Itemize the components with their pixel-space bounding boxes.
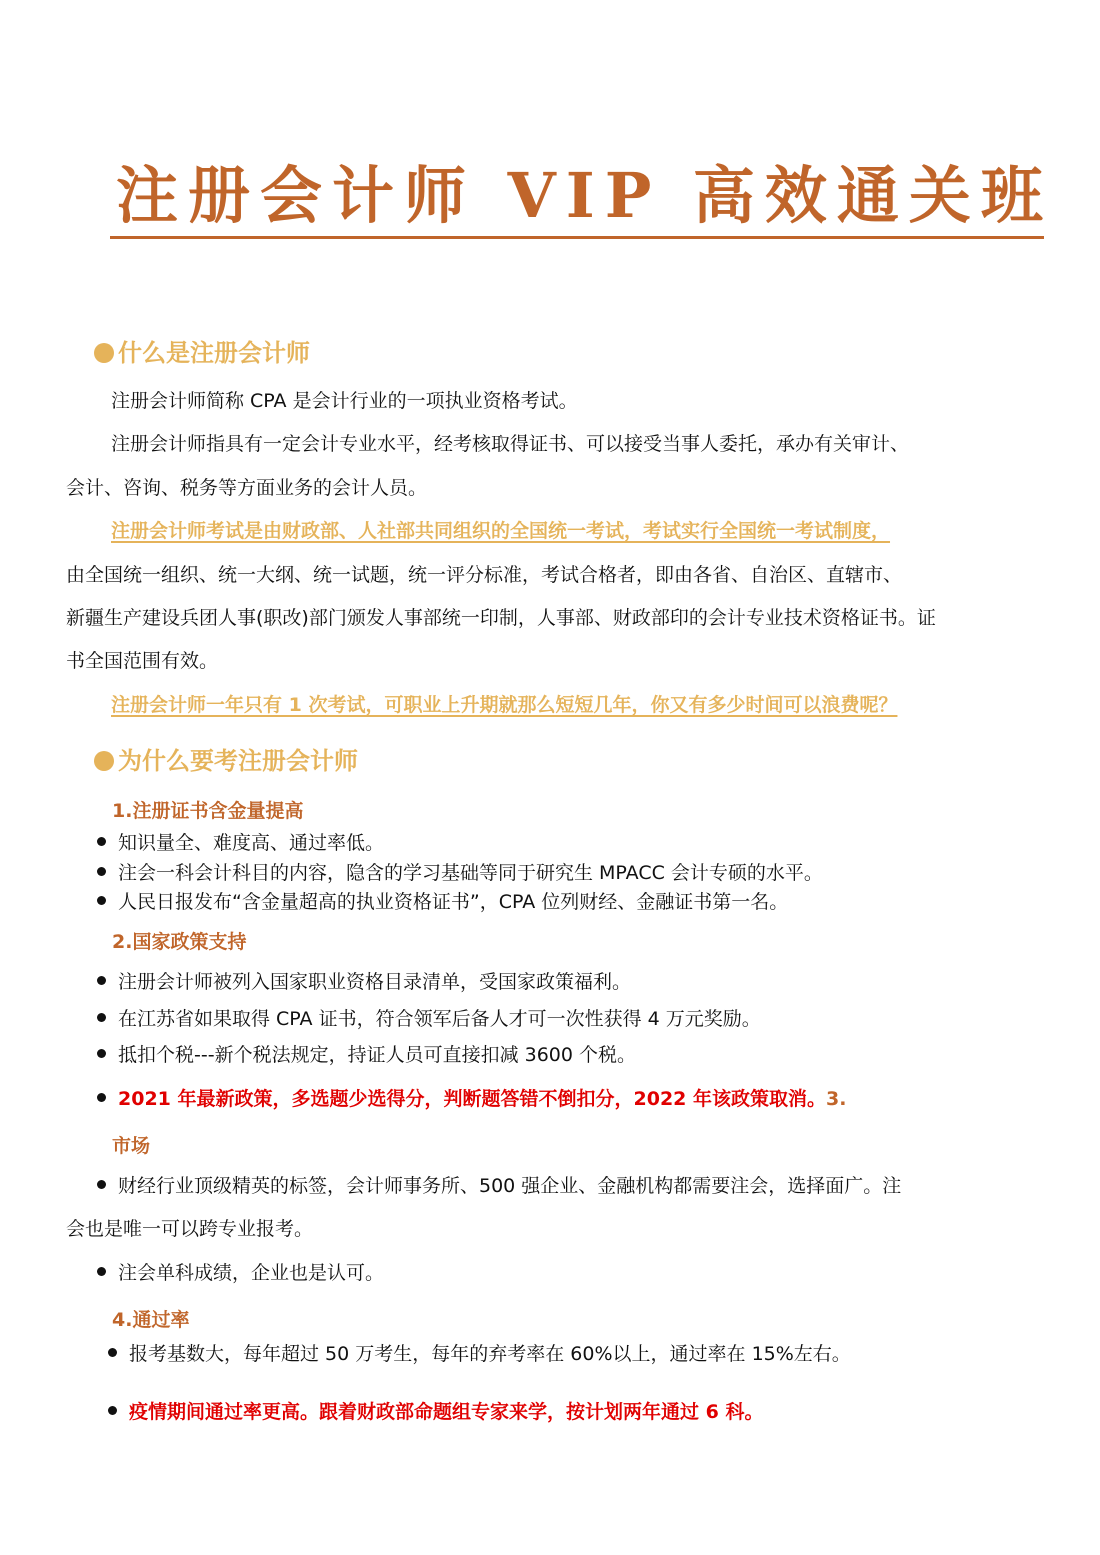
list-item-text: 报考基数大，每年超过 50 万考生，每年的弃考率在 60%以上，通过率在 15%左右。: [129, 1343, 851, 1365]
list-item-text: 财经行业顶级精英的标签，会计师事务所、500 强企业、金融机构都需要注会，选择面广。注: [118, 1175, 902, 1197]
list-item: [97, 1175, 901, 1197]
document-title: 注册会计师 VIP 高效通关班: [116, 159, 1053, 232]
bullet-icon: [97, 1267, 106, 1276]
paragraph: 书全国范围有效。: [66, 650, 219, 672]
section-heading-text: 为什么要考注册会计师: [118, 747, 358, 775]
emphasis-text: 疫情期间通过率更高。跟着财政部命题组专家来学，按计划两年通过 6 科。: [129, 1401, 764, 1423]
bullet-icon: [97, 1093, 106, 1102]
list-item: [97, 1262, 384, 1284]
paragraph: 会计、咨询、税务等方面业务的会计人员。: [66, 477, 428, 499]
bullet-icon: [97, 1049, 106, 1058]
subsection-heading: 4.通过率: [112, 1309, 190, 1331]
subsection-heading: 2.国家政策支持: [112, 931, 247, 953]
list-item-text: 注会一科会计科目的内容，隐含的学习基础等同于研究生 MPACC 会计专硕的水平。: [118, 862, 823, 884]
paragraph: 新疆生产建设兵团人事(职改)部门颁发人事部统一印制，人事部、财政部印的会计专业技术资格证书。证: [66, 607, 936, 629]
bullet-icon: [97, 867, 106, 876]
highlighted-paragraph: 注册会计师考试是由财政部、人社部共同组织的全国统一考试，考试实行全国统一考试制度，: [111, 520, 891, 542]
subsection-heading: 1.注册证书含金量提高: [112, 800, 304, 822]
highlighted-paragraph: 注册会计师一年只有 1 次考试，可职业上升期就那么短短几年，你又有多少时间可以浪费呢？: [111, 694, 898, 716]
bullet-icon: [108, 1348, 117, 1357]
list-item: [108, 1343, 851, 1365]
bullet-icon: [108, 1406, 117, 1415]
list-item: [108, 1401, 763, 1423]
bullet-dot-icon: [94, 751, 114, 771]
paragraph: 注册会计师指具有一定会计专业水平，经考核取得证书、可以接受当事人委托，承办有关审计、: [111, 433, 910, 455]
list-item: [97, 971, 631, 993]
list-item-text: 注册会计师被列入国家职业资格目录清单，受国家政策福利。: [118, 971, 632, 993]
list-item: [97, 1088, 846, 1110]
bullet-icon: [97, 976, 106, 985]
section-heading-why-cpa: [94, 741, 358, 776]
list-item-text: 人民日报发布“含金量超高的执业资格证书”，CPA 位列财经、金融证书第一名。: [118, 891, 789, 913]
list-item-text: 知识量全、难度高、通过率低。: [118, 832, 385, 854]
subsection-heading: 市场: [112, 1135, 151, 1157]
subsection-heading: 3.: [826, 1088, 847, 1110]
bullet-icon: [97, 896, 106, 905]
paragraph: 注册会计师简称 CPA 是会计行业的一项执业资格考试。: [111, 390, 578, 412]
list-item-text: 抵扣个税---新个税法规定，持证人员可直接扣减 3600 个税。: [118, 1044, 637, 1066]
list-item: [97, 1044, 636, 1066]
bullet-icon: [97, 837, 106, 846]
list-item: [97, 862, 823, 884]
emphasis-text: 2021 年最新政策，多选题少选得分，判断题答错不倒扣分，2022 年该政策取消。: [118, 1088, 826, 1110]
paragraph: 由全国统一组织、统一大纲、统一试题，统一评分标准，考试合格者，即由各省、自治区、直辖市、: [66, 564, 903, 586]
bullet-icon: [97, 1013, 106, 1022]
bullet-dot-icon: [94, 343, 114, 363]
title-underline: [110, 236, 1044, 239]
bullet-icon: [97, 1180, 106, 1189]
section-heading-text: 什么是注册会计师: [118, 339, 310, 367]
document-title-block: [110, 159, 1053, 239]
list-item: [97, 891, 788, 913]
list-item-text: 注会单科成绩，企业也是认可。: [118, 1262, 385, 1284]
list-item: [97, 832, 384, 854]
section-heading-what-is-cpa: [94, 333, 310, 368]
list-item-text: 在江苏省如果取得 CPA 证书，符合领军后备人才可一次性获得 4 万元奖励。: [118, 1008, 761, 1030]
list-item: [97, 1008, 761, 1030]
list-item-continuation: 会也是唯一可以跨专业报考。: [66, 1218, 314, 1240]
